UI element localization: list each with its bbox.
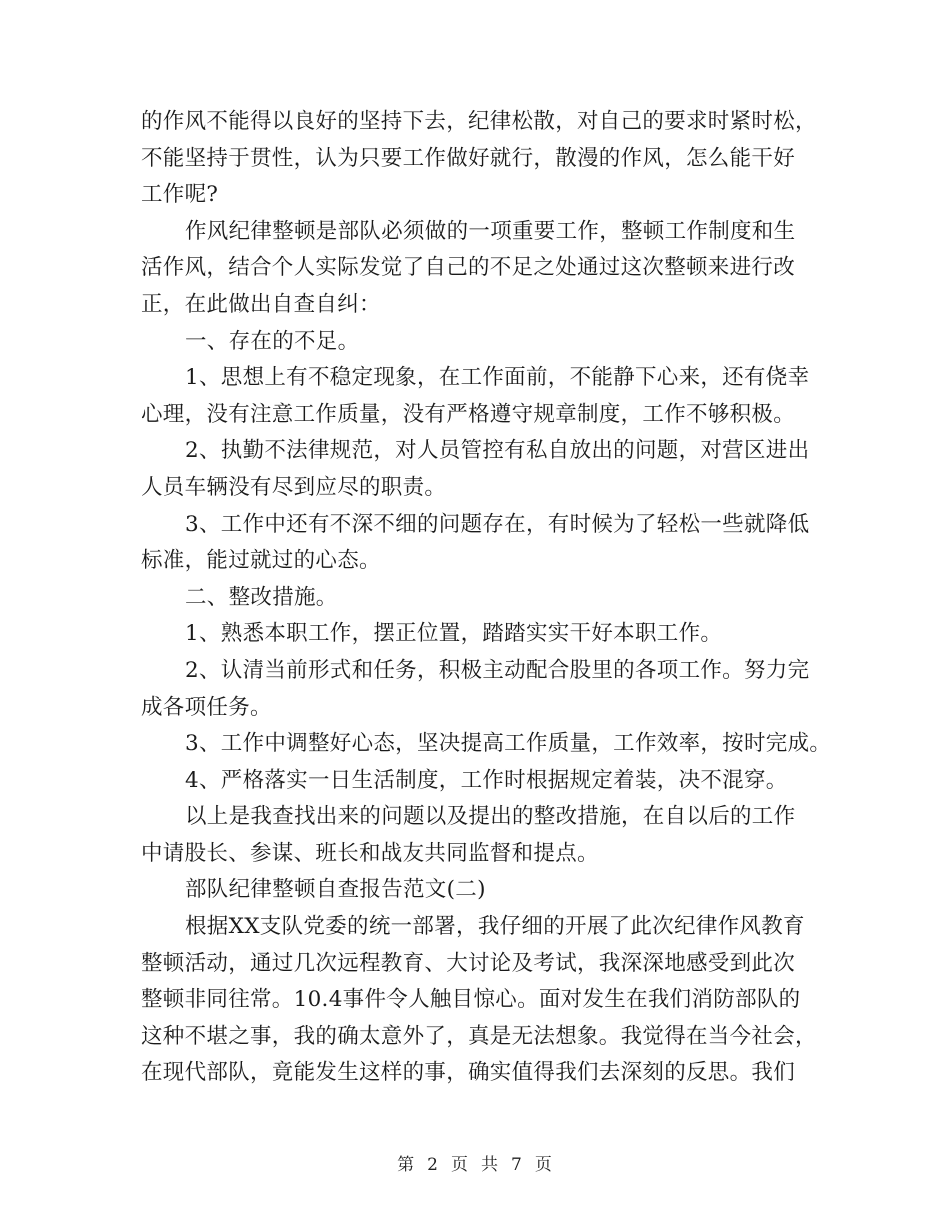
text-line: 工作呢?	[141, 182, 219, 208]
text-line: 整顿非同往常。10.4事件令人触目惊心。面对发生在我们消防部队的	[141, 987, 801, 1013]
text-line: 以上是我查找出来的问题以及提出的整改措施，在自以后的工作	[185, 804, 796, 830]
text-line: 2、认清当前形式和任务，积极主动配合股里的各项工作。努力完	[185, 657, 810, 683]
text-line: 3、工作中调整好心态，坚决提高工作质量，工作效率，按时完成。	[185, 731, 832, 757]
text-line: 这种不堪之事，我的确太意外了，真是无法想象。我觉得在当今社会，	[141, 1023, 817, 1049]
text-line: 不能坚持于贯性，认为只要工作做好就行，散漫的作风，怎么能干好	[141, 145, 796, 171]
text-line: 心理，没有注意工作质量，没有严格遵守规章制度，工作不够积极。	[141, 401, 796, 427]
document-body	[141, 104, 831, 1092]
footer-page-word: 页	[451, 1155, 469, 1175]
text-line: 人员车辆没有尽到应尽的职责。	[141, 474, 447, 500]
text-line: 1、熟悉本职工作，摆正位置，踏踏实实干好本职工作。	[185, 621, 723, 647]
footer-prefix: 第	[397, 1155, 416, 1175]
text-line: 1、思想上有不稳定现象，在工作面前，不能静下心来，还有侥幸	[185, 365, 810, 391]
text-line: 根据XX支队党委的统一部署，我仔细的开展了此次纪律作风教育	[185, 914, 805, 940]
text-line: 4、严格落实一日生活制度，工作时根据规定着装，决不混穿。	[185, 767, 788, 793]
text-line: 活作风，结合个人实际发觉了自己的不足之处通过这次整顿来进行改	[141, 255, 796, 281]
text-line: 在现代部队，竟能发生这样的事，确实值得我们去深刻的反思。我们	[141, 1060, 796, 1086]
text-line: 一、存在的不足。	[185, 328, 360, 354]
text-line: 部队纪律整顿自查报告范文(二)	[185, 877, 486, 903]
footer-current-page: 2	[427, 1155, 439, 1175]
text-line: 整顿活动，通过几次远程教育、大讨论及考试，我深深地感受到此次	[141, 950, 796, 976]
page-footer	[0, 1150, 950, 1175]
text-line: 作风纪律整顿是部队必须做的一项重要工作，整顿工作制度和生	[185, 218, 796, 244]
text-line: 2、执勤不法律规范，对人员管控有私自放出的问题，对营区进出	[185, 438, 810, 464]
text-line: 3、工作中还有不深不细的问题存在，有时候为了轻松一些就降低	[185, 511, 810, 537]
text-line: 成各项任务。	[141, 694, 272, 720]
text-line: 标准，能过就过的心态。	[141, 548, 381, 574]
footer-suffix: 页	[534, 1155, 553, 1175]
text-line: 中请股长、参谋、班长和战友共同监督和提点。	[141, 840, 599, 866]
footer-total-word: 共	[481, 1155, 499, 1175]
text-line: 二、整改措施。	[185, 584, 338, 610]
text-line: 的作风不能得以良好的坚持下去，纪律松散，对自己的要求时紧时松，	[141, 109, 817, 134]
footer-total-pages: 7	[511, 1155, 523, 1175]
text-line: 正，在此做出自查自纠：	[141, 291, 381, 317]
